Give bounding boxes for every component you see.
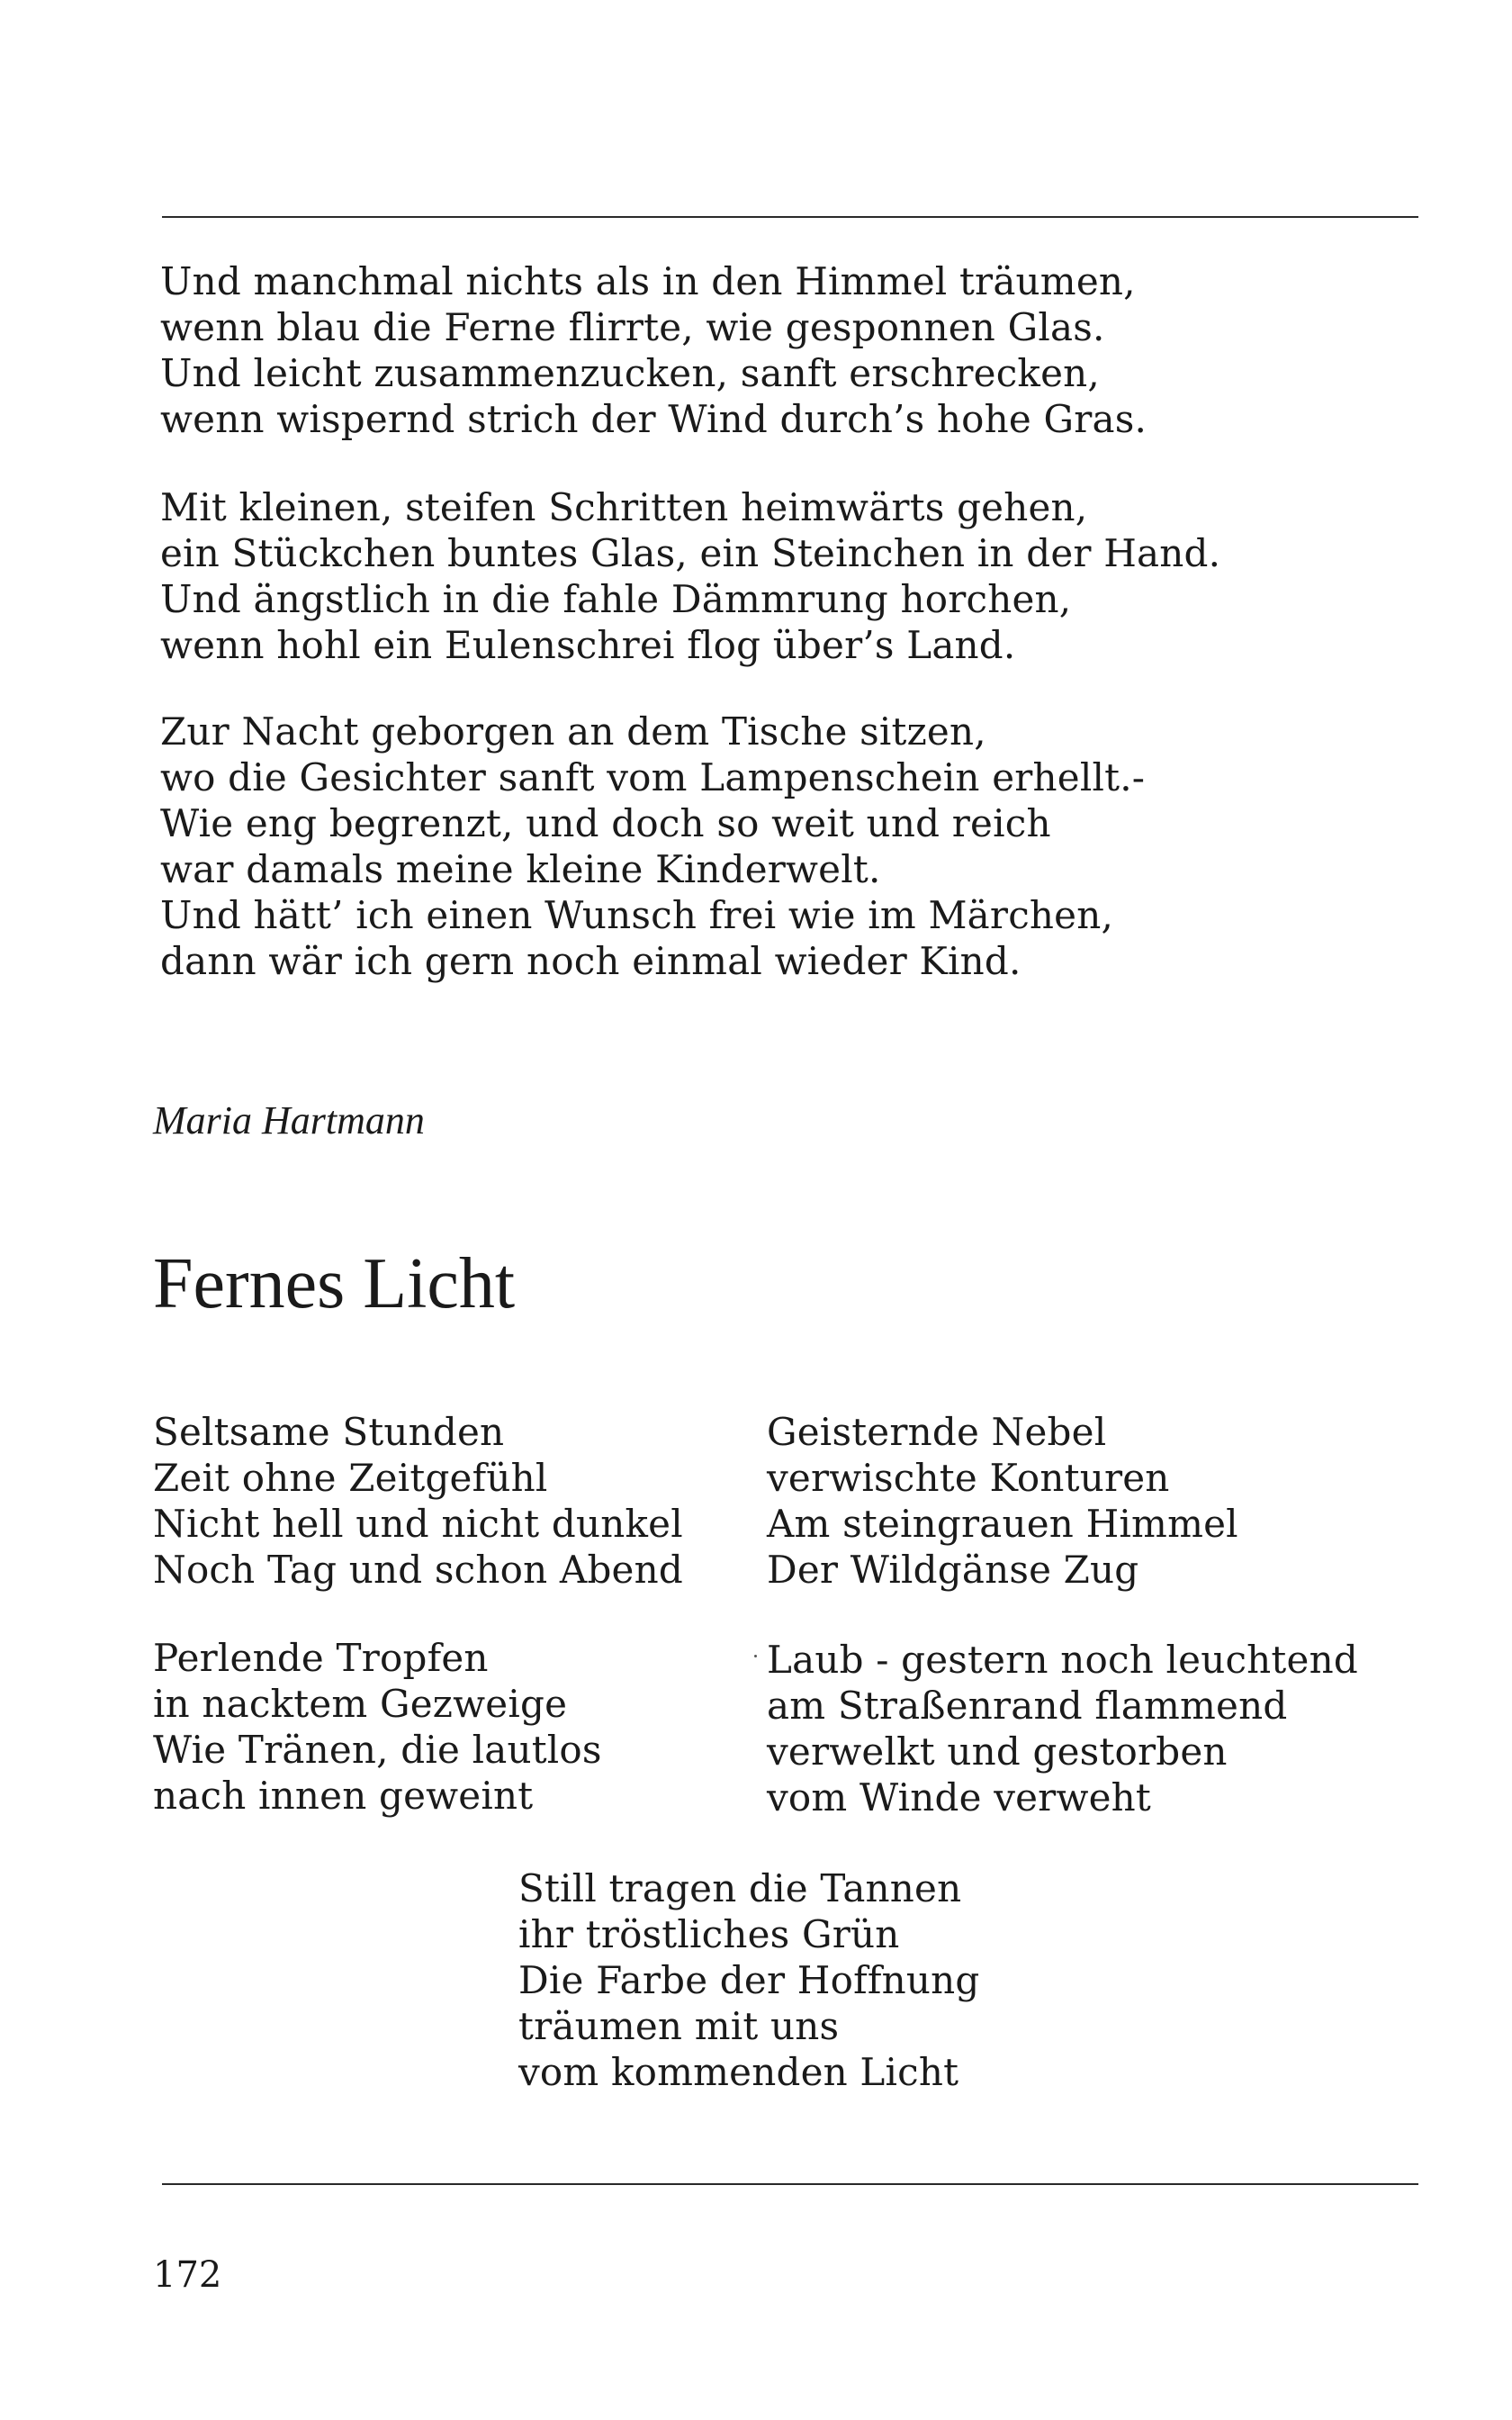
verse-line: Noch Tag und schon Abend: [153, 1548, 683, 1592]
verse-line: vom kommenden Licht: [518, 2050, 959, 2094]
poem1-stanza-1: [160, 258, 1147, 442]
poem2-stanza-3: [153, 1635, 602, 1819]
verse-line: Am steingrauen Himmel: [767, 1502, 1238, 1546]
verse-line: Nicht hell und nicht dunkel: [153, 1502, 683, 1546]
verse-line: verwischte Konturen: [767, 1456, 1170, 1500]
print-speck: [754, 1655, 757, 1657]
verse-line: Zur Nacht geborgen an dem Tische sitzen,: [160, 709, 986, 754]
verse-line: ein Stückchen buntes Glas, ein Steinchen in der Hand.: [160, 531, 1221, 575]
verse-line: ihr tröstliches Grün: [518, 1912, 900, 1956]
verse-line: Seltsame Stunden: [153, 1410, 505, 1454]
verse-line: vom Winde verweht: [767, 1775, 1151, 1820]
verse-line: Wie eng begrenzt, und doch so weit und reich: [160, 801, 1051, 845]
poem1-stanza-3: [160, 709, 1145, 984]
verse-line: verwelkt und gestorben: [767, 1729, 1228, 1774]
verse-line: Zeit ohne Zeitgefühl: [153, 1456, 548, 1500]
poem2-stanza-5: [518, 1865, 979, 2095]
page-number: 172: [153, 2254, 222, 2296]
verse-line: Still tragen die Tannen: [518, 1866, 962, 1910]
poem2-stanza-4: [767, 1637, 1358, 1820]
poem2-stanza-2: [767, 1409, 1238, 1593]
verse-line: wenn blau die Ferne flirrte, wie gesponnen Glas.: [160, 305, 1105, 349]
verse-line: nach innen geweint: [153, 1774, 534, 1818]
verse-line: Der Wildgänse Zug: [767, 1548, 1139, 1592]
top-rule: [162, 216, 1418, 218]
verse-line: war damals meine kleine Kinderwelt.: [160, 847, 881, 891]
verse-line: Mit kleinen, steifen Schritten heimwärts gehen,: [160, 485, 1088, 529]
verse-line: Die Farbe der Hoffnung: [518, 1958, 980, 2002]
verse-line: am Straßenrand flammend: [767, 1684, 1288, 1728]
verse-line: Und ängstlich in die fahle Dämmrung horchen,: [160, 577, 1072, 621]
verse-line: wo die Gesichter sanft vom Lampenschein erhellt.-: [160, 755, 1146, 799]
verse-line: Geisternde Nebel: [767, 1410, 1107, 1454]
bottom-rule: [162, 2183, 1418, 2185]
verse-line: Perlende Tropfen: [153, 1636, 489, 1680]
verse-line: träumen mit uns: [518, 2004, 840, 2048]
verse-line: Wie Tränen, die lautlos: [153, 1728, 602, 1772]
poem1-author: Maria Hartmann: [153, 1098, 425, 1142]
verse-line: Und manchmal nichts als in den Himmel träumen,: [160, 259, 1136, 303]
verse-line: dann wär ich gern noch einmal wieder Kind.: [160, 939, 1022, 983]
verse-line: wenn wispernd strich der Wind durch’s hohe Gras.: [160, 397, 1148, 441]
poem2-title: Fernes Licht: [153, 1244, 516, 1323]
verse-line: wenn hohl ein Eulenschrei flog über’s Land.: [160, 623, 1016, 667]
verse-line: Laub - gestern noch leuchtend: [767, 1638, 1358, 1682]
verse-line: Und hätt’ ich einen Wunsch frei wie im Märchen,: [160, 893, 1114, 937]
poem2-stanza-1: [153, 1409, 683, 1593]
poem1-stanza-2: [160, 484, 1220, 668]
verse-line: Und leicht zusammenzucken, sanft erschrecken,: [160, 351, 1100, 395]
verse-line: in nacktem Gezweige: [153, 1682, 568, 1726]
